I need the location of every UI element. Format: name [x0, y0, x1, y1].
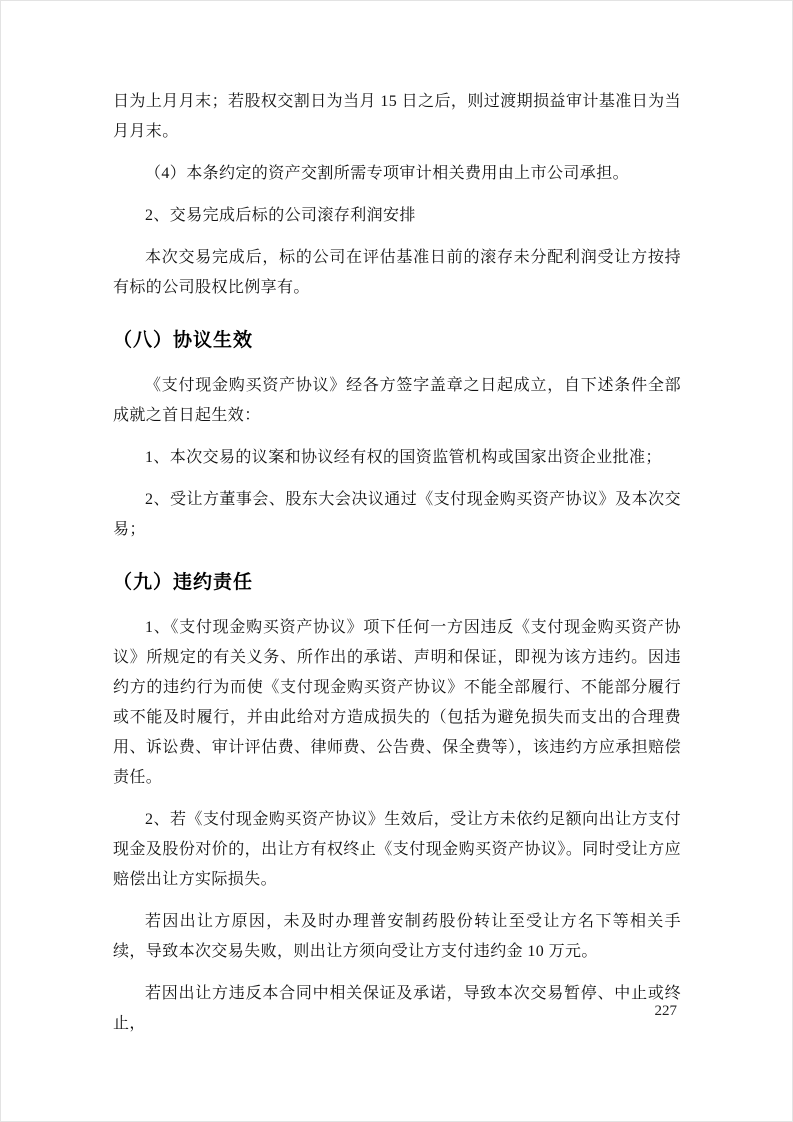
- paragraph: 2、交易完成后标的公司滚存利润安排: [145, 207, 416, 224]
- paragraph: 若因出让方违反本合同中相关保证及承诺，导致本次交易暂停、中止或终止，: [113, 985, 681, 1032]
- paragraph: 日为上月月末；若股权交割日为当月 15 日之后，则过渡期损益审计基准日为当月月末。: [113, 93, 681, 140]
- page-number: 227: [654, 1003, 677, 1019]
- paragraph: （4）本条约定的资产交割所需专项审计相关费用由上市公司承担。: [145, 165, 630, 182]
- paragraph: 1、本次交易的议案和协议经有权的国资监管机构或国家出资企业批准；: [145, 449, 662, 466]
- paragraph: 1、《支付现金购买资产协议》项下任何一方因违反《支付现金购买资产协议》所规定的有关义务、所作出的承诺、声明和保证，即视为该方违约。因违约方的违约行为而使《支付现金购买资产协议》不能全部履行、不能部分履行或不能及时履行，并由此给对方造成损失的（包括为避免损失而支出的合理费用、诉讼费、审计评估费、律师费、公告费、保全费等），该违约方应承担赔偿责任。: [113, 619, 681, 786]
- paragraph: 2、受让方董事会、股东大会决议通过《支付现金购买资产协议》及本次交易；: [113, 491, 681, 538]
- document-body: [113, 87, 681, 1039]
- section-heading: （九）违约责任: [113, 572, 254, 593]
- section-heading: （八）协议生效: [113, 330, 254, 351]
- paragraph: 《支付现金购买资产协议》经各方签字盖章之日起成立，自下述条件全部成就之首日起生效：: [113, 377, 681, 424]
- paragraph: 若因出让方原因，未及时办理普安制药股份转让至受让方名下等相关手续，导致本次交易失败，则出让方须向受让方支付违约金 10 万元。: [113, 913, 681, 960]
- paragraph: 本次交易完成后，标的公司在评估基准日前的滚存未分配利润受让方按持有标的公司股权比例享有。: [113, 249, 681, 296]
- paragraph: 2、若《支付现金购买资产协议》生效后，受让方未依约足额向出让方支付现金及股份对价的，出让方有权终止《支付现金购买资产协议》。同时受让方应赔偿出让方实际损失。: [113, 811, 681, 888]
